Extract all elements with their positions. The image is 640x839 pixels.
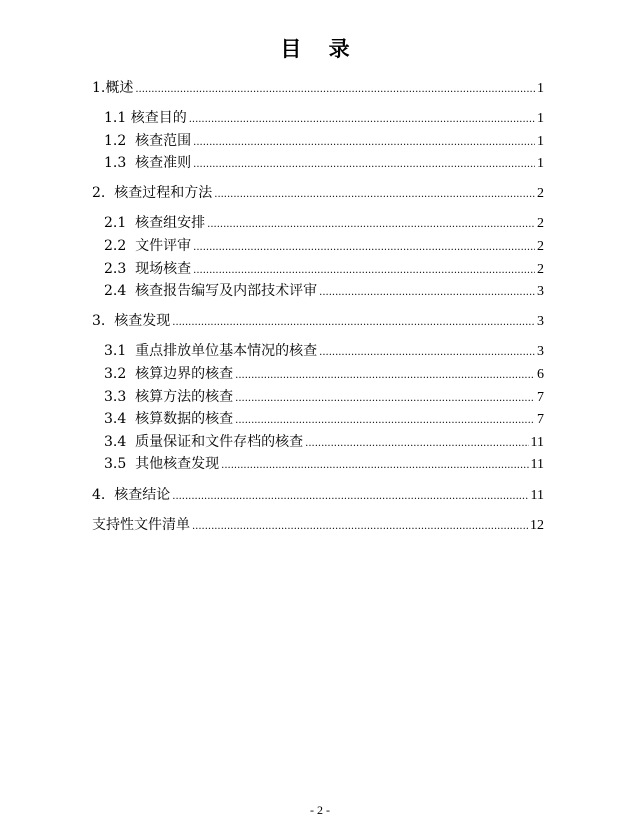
toc-leader-dots <box>189 107 535 132</box>
toc-leader-dots <box>221 453 528 478</box>
toc-leader-dots <box>192 514 528 539</box>
toc-entry-page: 1 <box>537 156 544 172</box>
page-number: - 2 - <box>310 803 330 817</box>
toc-entry-label: 3. 核查发现 <box>92 313 171 330</box>
toc-entry[interactable] <box>92 182 544 205</box>
toc-entry-page: 7 <box>537 412 544 428</box>
toc-entry-page: 12 <box>530 517 544 533</box>
toc-entry-label: 1.1 核查目的 <box>104 110 187 127</box>
toc-entry[interactable] <box>92 514 544 537</box>
toc-entry-page: 3 <box>537 344 544 360</box>
toc-entry-label: 1.概述 <box>92 80 134 96</box>
toc-entry-label: 3.3 核算方法的核查 <box>104 388 234 405</box>
toc-entry-label: 1.3 核查准则 <box>104 155 192 172</box>
toc-entry-page: 3 <box>537 314 544 330</box>
toc-leader-dots <box>319 340 535 365</box>
toc-entry-page: 11 <box>530 434 544 450</box>
toc-leader-dots <box>235 386 535 411</box>
toc-entry-page: 11 <box>530 457 544 473</box>
toc-entry-label: 3.5 其他核查发现 <box>104 456 220 473</box>
toc-leader-dots <box>193 130 535 155</box>
toc-leader-dots <box>193 258 535 283</box>
toc-entry[interactable] <box>92 484 544 507</box>
toc-entry-label: 3.4 核算数据的核查 <box>104 411 234 428</box>
toc-entry[interactable] <box>92 408 544 431</box>
toc-entry-label: 2.4 核查报告编写及内部技术评审 <box>104 283 318 300</box>
toc-leader-dots <box>135 77 535 102</box>
toc-entry[interactable] <box>92 280 544 303</box>
toc-entry[interactable] <box>92 130 544 153</box>
toc-entry[interactable] <box>92 235 544 258</box>
toc-entry-page: 1 <box>537 111 544 127</box>
toc-entry-page: 2 <box>537 239 544 255</box>
toc-entry[interactable] <box>92 431 544 454</box>
toc-leader-dots <box>193 235 535 260</box>
toc-entry[interactable] <box>92 453 544 476</box>
toc-entry[interactable] <box>92 152 544 175</box>
toc-leader-dots <box>193 152 535 177</box>
toc-entry-page: 6 <box>537 367 544 383</box>
toc-entry-label: 3.2 核算边界的核查 <box>104 366 234 383</box>
toc-entry[interactable] <box>92 340 544 363</box>
toc-entry-label: 2. 核查过程和方法 <box>92 185 213 202</box>
toc-entry-label: 2.2 文件评审 <box>104 238 192 255</box>
toc-entry-page: 2 <box>537 186 544 202</box>
toc-entry-label: 支持性文件清单 <box>92 516 190 533</box>
toc-entry[interactable] <box>92 363 544 386</box>
toc-entry-label: 2.1 核查组安排 <box>104 215 206 232</box>
toc-entry-label: 3.4 质量保证和文件存档的核查 <box>104 433 304 450</box>
toc-entry-label: 4. 核查结论 <box>92 486 171 503</box>
toc-entry[interactable] <box>92 107 544 130</box>
table-of-contents <box>92 77 544 536</box>
toc-entry-label: 3.1 重点排放单位基本情况的核查 <box>104 343 318 360</box>
toc-entry[interactable] <box>92 212 544 235</box>
toc-entry[interactable] <box>92 258 544 281</box>
toc-entry[interactable] <box>92 310 544 333</box>
toc-leader-dots <box>207 212 535 237</box>
toc-leader-dots <box>305 431 528 456</box>
toc-entry-page: 7 <box>537 389 544 405</box>
toc-title: 目 录 <box>280 36 360 61</box>
toc-entry-page: 1 <box>537 133 544 149</box>
toc-leader-dots <box>214 182 535 207</box>
toc-entry-label: 1.2 核查范围 <box>104 132 192 149</box>
toc-leader-dots <box>319 280 535 305</box>
toc-entry-page: 2 <box>537 216 544 232</box>
toc-entry-page: 2 <box>537 261 544 277</box>
toc-entry-page: 11 <box>530 487 544 503</box>
toc-entry[interactable] <box>92 386 544 409</box>
toc-leader-dots <box>172 310 535 335</box>
toc-entry-page: 3 <box>537 284 544 300</box>
toc-leader-dots <box>235 363 535 388</box>
toc-entry-page: 1 <box>537 81 544 96</box>
toc-entry[interactable] <box>92 77 544 100</box>
toc-leader-dots <box>235 408 535 433</box>
toc-leader-dots <box>172 484 528 509</box>
toc-entry-label: 2.3 现场核查 <box>104 260 192 277</box>
